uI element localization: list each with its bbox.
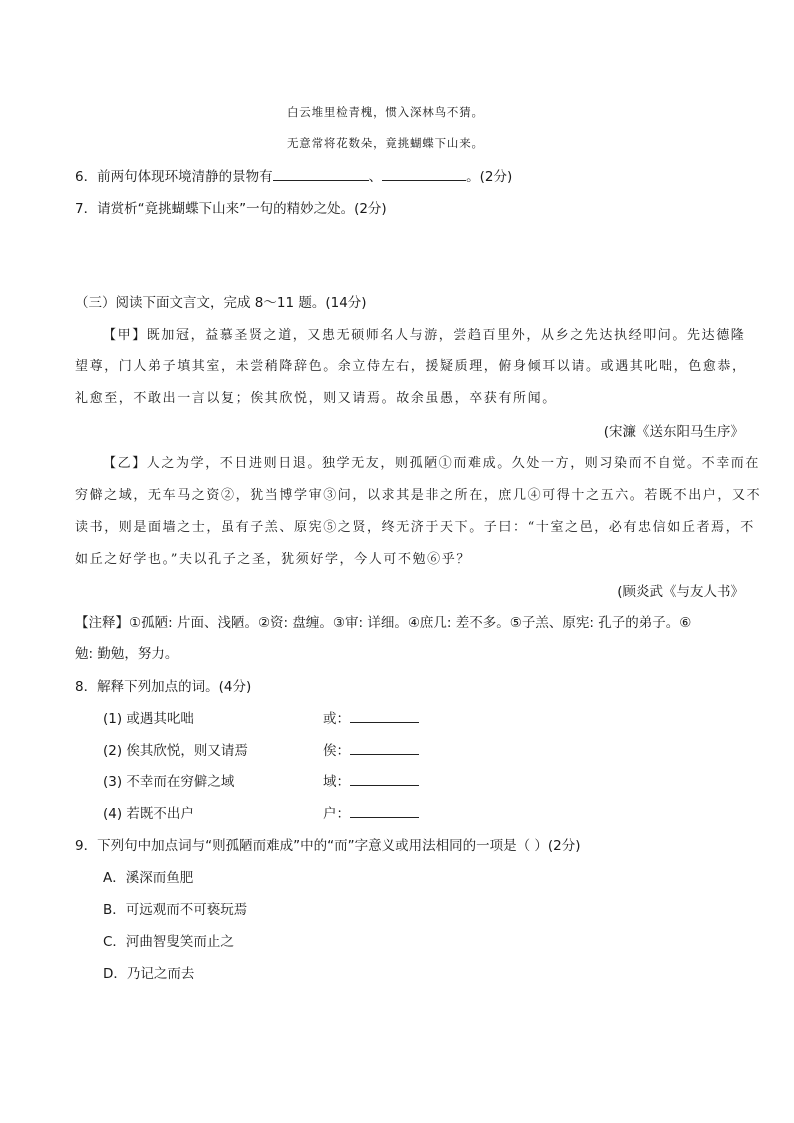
passage-a-line-1: 【甲】既加冠，益慕圣贤之道，又患无硕师名人与游，尝趋百里外，从乡之先达执经叩问。先达德隆 xyxy=(103,328,746,343)
passage-b-line-4: 如丘之好学也。”夫以孔子之圣，犹须好学，今人可不勉⑥乎？ xyxy=(75,552,471,567)
passage-a-source: (宋濂《送东阳马生序》 xyxy=(603,424,744,440)
poem-line-1: 白云堆里检青槐，惯入深林鸟不猜。 xyxy=(287,105,484,119)
question-9: 9．下列句中加点词与“则孤陋而难成”中的“而”字意义或用法相同的一项是（ ）(2分) xyxy=(75,838,581,854)
passage-b-line-1: 【乙】人之为学，不日进则日退。独学无友，则孤陋①而难成。久处一方，则习染而不自觉。不幸而在 xyxy=(103,456,761,471)
q8-item-4-answer xyxy=(323,802,419,822)
q9-option-b[interactable]: B．可远观而不可亵玩焉 xyxy=(103,902,248,918)
section-3-heading: （三）阅读下面文言文，完成 8～11 题。(14分) xyxy=(75,295,367,311)
answer-blank-8-1[interactable] xyxy=(350,708,419,723)
q8-item-4-sentence: (4) 若既不出户 xyxy=(103,806,194,822)
question-6-separator: 、 xyxy=(368,169,383,185)
answer-blank-8-2[interactable] xyxy=(350,740,419,755)
poem-line-2: 无意常将花数朵，竟挑蝴蝶下山来。 xyxy=(287,136,484,150)
annotation-line-2: 勉: 勤勉，努力。 xyxy=(75,646,179,662)
q8-item-1-sentence: (1) 或遇其叱咄 xyxy=(103,711,194,727)
answer-blank-8-3[interactable] xyxy=(350,771,419,786)
q9-option-c[interactable]: C．河曲智叟笑而止之 xyxy=(103,934,234,950)
q9-option-d[interactable]: D．乃记之而去 xyxy=(103,966,195,982)
answer-blank-8-4[interactable] xyxy=(350,803,419,818)
passage-a-line-3: 礼愈至，不敢出一言以复；俟其欣悦，则又请焉。故余虽愚，卒获有所闻。 xyxy=(75,391,557,406)
q8-item-4-word: 户： xyxy=(323,806,350,822)
q8-item-3-sentence: (3) 不幸而在穷僻之域 xyxy=(103,774,235,790)
annotation-line-1: 【注释】①孤陋: 片面、浅陋。②资: 盘缠。③审: 详细。④庶几: 差不多。⑤子羔、原宪: 孔子的弟子。⑥ xyxy=(75,615,692,631)
question-6-tail: 。(2分) xyxy=(466,169,513,185)
q8-item-2-answer xyxy=(323,739,419,759)
q8-item-3-word: 域： xyxy=(323,774,350,790)
q8-item-3-answer xyxy=(323,770,419,790)
passage-b-line-2: 穷僻之域，无车马之资②，犹当博学审③问，以求其是非之所在，庶几④可得十之五六。若既不出户，又不 xyxy=(75,488,762,503)
passage-a-line-2: 望尊，门人弟子填其室，未尝稍降辞色。余立侍左右，援疑质理，俯身倾耳以请。或遇其叱咄，色愈恭， xyxy=(75,359,747,374)
q9-option-a[interactable]: A．溪深而鱼肥 xyxy=(103,870,194,886)
q8-item-2-sentence: (2) 俟其欣悦，则又请焉 xyxy=(103,743,248,759)
q8-item-1-word: 或： xyxy=(323,711,350,727)
passage-b-source: (顾炎武《与友人书》 xyxy=(617,584,744,600)
question-6 xyxy=(75,165,512,185)
q8-item-2-word: 俟： xyxy=(323,743,350,759)
answer-blank-6b[interactable] xyxy=(382,166,466,181)
passage-b-line-3: 读书，则是面墙之士，虽有子羔、原宪⑤之贤，终无济于天下。子曰：“十室之邑，必有忠信如丘者焉，不 xyxy=(75,520,755,535)
question-7: 7．请赏析“竟挑蝴蝶下山来”一句的精妙之处。(2分) xyxy=(75,201,387,217)
answer-blank-6a[interactable] xyxy=(273,166,369,181)
question-8: 8．解释下列加点的词。(4分) xyxy=(75,679,252,695)
q8-item-1-answer xyxy=(323,707,419,727)
question-6-text: 6．前两句体现环境清静的景物有 xyxy=(75,169,273,185)
